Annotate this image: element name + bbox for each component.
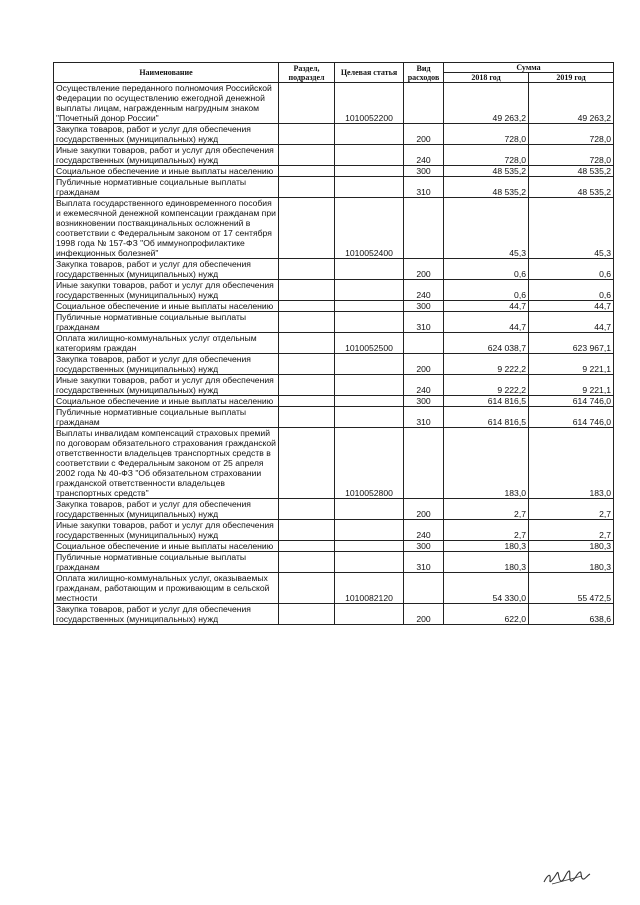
header-section: Раздел, подраздел	[279, 63, 335, 83]
table-row	[54, 145, 614, 166]
row-target-cell	[335, 552, 404, 573]
row-name-cell: Закупка товаров, работ и услуг для обеспечения государственных (муниципальных) нужд	[54, 604, 279, 625]
row-kind-cell: 240	[404, 520, 444, 541]
row-kind-cell: 200	[404, 259, 444, 280]
table-row	[54, 573, 614, 604]
row-name-cell: Оплата жилищно-коммунальных услуг отдельным категориям граждан	[54, 333, 279, 354]
table-row	[54, 280, 614, 301]
row-kind-cell: 300	[404, 541, 444, 552]
row-name-cell: Иные закупки товаров, работ и услуг для обеспечения государственных (муниципальных) нужд	[54, 145, 279, 166]
row-kind-cell: 200	[404, 499, 444, 520]
table-row	[54, 177, 614, 198]
row-sum-2019-cell: 9 221,1	[529, 375, 614, 396]
table-row	[54, 301, 614, 312]
row-sum-2019-cell: 2,7	[529, 499, 614, 520]
row-sum-2018-cell: 49 263,2	[444, 83, 529, 124]
row-section-cell	[279, 198, 335, 259]
row-sum-2018-cell: 48 535,2	[444, 166, 529, 177]
row-section-cell	[279, 259, 335, 280]
row-target-cell	[335, 280, 404, 301]
table-row	[54, 552, 614, 573]
row-target-cell: 1010052400	[335, 198, 404, 259]
row-section-cell	[279, 166, 335, 177]
row-name-cell: Социальное обеспечение и иные выплаты населению	[54, 541, 279, 552]
row-target-cell	[335, 407, 404, 428]
row-sum-2018-cell: 622,0	[444, 604, 529, 625]
row-sum-2018-cell: 0,6	[444, 259, 529, 280]
handwritten-signature	[542, 866, 592, 888]
row-sum-2019-cell: 614 746,0	[529, 407, 614, 428]
row-section-cell	[279, 354, 335, 375]
row-sum-2018-cell: 2,7	[444, 520, 529, 541]
row-sum-2018-cell: 180,3	[444, 552, 529, 573]
header-year-2019: 2019 год	[529, 73, 614, 83]
row-sum-2019-cell: 638,6	[529, 604, 614, 625]
row-sum-2019-cell: 48 535,2	[529, 177, 614, 198]
row-sum-2018-cell: 183,0	[444, 428, 529, 499]
row-name-cell: Социальное обеспечение и иные выплаты населению	[54, 301, 279, 312]
row-section-cell	[279, 280, 335, 301]
row-target-cell: 1010052200	[335, 83, 404, 124]
header-year-2018: 2018 год	[444, 73, 529, 83]
row-target-cell	[335, 301, 404, 312]
table-row	[54, 354, 614, 375]
row-kind-cell: 200	[404, 604, 444, 625]
row-sum-2019-cell: 728,0	[529, 124, 614, 145]
row-sum-2019-cell: 49 263,2	[529, 83, 614, 124]
row-target-cell	[335, 177, 404, 198]
table-row	[54, 166, 614, 177]
row-target-cell	[335, 145, 404, 166]
row-target-cell: 1010052500	[335, 333, 404, 354]
row-name-cell: Закупка товаров, работ и услуг для обеспечения государственных (муниципальных) нужд	[54, 499, 279, 520]
table-row	[54, 333, 614, 354]
row-name-cell: Иные закупки товаров, работ и услуг для обеспечения государственных (муниципальных) нужд	[54, 375, 279, 396]
header-name: Наименование	[54, 63, 279, 83]
row-kind-cell: 300	[404, 396, 444, 407]
row-sum-2019-cell: 2,7	[529, 520, 614, 541]
row-name-cell: Социальное обеспечение и иные выплаты населению	[54, 396, 279, 407]
row-section-cell	[279, 145, 335, 166]
row-section-cell	[279, 604, 335, 625]
row-section-cell	[279, 573, 335, 604]
row-name-cell: Иные закупки товаров, работ и услуг для обеспечения государственных (муниципальных) нужд	[54, 520, 279, 541]
row-kind-cell: 310	[404, 407, 444, 428]
row-kind-cell: 240	[404, 145, 444, 166]
table-body	[54, 83, 614, 625]
row-sum-2019-cell: 44,7	[529, 312, 614, 333]
row-section-cell	[279, 312, 335, 333]
row-section-cell	[279, 541, 335, 552]
row-sum-2019-cell: 45,3	[529, 198, 614, 259]
table-row	[54, 124, 614, 145]
row-sum-2019-cell: 9 221,1	[529, 354, 614, 375]
row-kind-cell: 200	[404, 124, 444, 145]
row-kind-cell: 310	[404, 312, 444, 333]
row-target-cell	[335, 312, 404, 333]
row-target-cell: 1010052800	[335, 428, 404, 499]
row-section-cell	[279, 499, 335, 520]
row-target-cell	[335, 499, 404, 520]
row-kind-cell	[404, 573, 444, 604]
table-row	[54, 396, 614, 407]
row-target-cell	[335, 354, 404, 375]
row-name-cell: Социальное обеспечение и иные выплаты населению	[54, 166, 279, 177]
table-row	[54, 198, 614, 259]
row-name-cell: Публичные нормативные социальные выплаты гражданам	[54, 312, 279, 333]
row-section-cell	[279, 552, 335, 573]
row-target-cell	[335, 166, 404, 177]
row-target-cell	[335, 259, 404, 280]
row-section-cell	[279, 177, 335, 198]
row-name-cell: Закупка товаров, работ и услуг для обеспечения государственных (муниципальных) нужд	[54, 259, 279, 280]
row-target-cell	[335, 541, 404, 552]
row-sum-2018-cell: 728,0	[444, 145, 529, 166]
header-sum: Сумма	[444, 63, 614, 73]
row-section-cell	[279, 407, 335, 428]
row-kind-cell	[404, 333, 444, 354]
row-sum-2018-cell: 48 535,2	[444, 177, 529, 198]
row-kind-cell: 310	[404, 552, 444, 573]
table-row	[54, 375, 614, 396]
row-kind-cell: 300	[404, 301, 444, 312]
row-sum-2018-cell: 614 816,5	[444, 407, 529, 428]
row-sum-2018-cell: 624 038,7	[444, 333, 529, 354]
row-kind-cell: 200	[404, 354, 444, 375]
row-sum-2019-cell: 44,7	[529, 301, 614, 312]
row-sum-2019-cell: 0,6	[529, 259, 614, 280]
row-sum-2018-cell: 0,6	[444, 280, 529, 301]
header-target: Целевая статья	[335, 63, 404, 83]
row-name-cell: Осуществление переданного полномочия Российской Федерации по осуществлению ежегодной денежной выплаты лицам, награжденным нагрудным знаком "Почетный донор России"	[54, 83, 279, 124]
row-kind-cell: 240	[404, 375, 444, 396]
row-section-cell	[279, 301, 335, 312]
row-name-cell: Закупка товаров, работ и услуг для обеспечения государственных (муниципальных) нужд	[54, 124, 279, 145]
header-kind: Вид расходов	[404, 63, 444, 83]
row-sum-2019-cell: 180,3	[529, 541, 614, 552]
row-sum-2018-cell: 54 330,0	[444, 573, 529, 604]
row-kind-cell: 240	[404, 280, 444, 301]
row-kind-cell	[404, 198, 444, 259]
row-target-cell	[335, 375, 404, 396]
row-sum-2018-cell: 728,0	[444, 124, 529, 145]
table-row	[54, 428, 614, 499]
row-sum-2019-cell: 48 535,2	[529, 166, 614, 177]
table-row	[54, 499, 614, 520]
row-section-cell	[279, 520, 335, 541]
row-name-cell: Публичные нормативные социальные выплаты гражданам	[54, 177, 279, 198]
row-section-cell	[279, 396, 335, 407]
table-header	[54, 63, 614, 83]
row-kind-cell	[404, 428, 444, 499]
table-row	[54, 407, 614, 428]
table-row	[54, 83, 614, 124]
row-name-cell: Закупка товаров, работ и услуг для обеспечения государственных (муниципальных) нужд	[54, 354, 279, 375]
row-sum-2018-cell: 2,7	[444, 499, 529, 520]
table-row	[54, 259, 614, 280]
row-target-cell	[335, 396, 404, 407]
row-sum-2018-cell: 614 816,5	[444, 396, 529, 407]
row-name-cell: Публичные нормативные социальные выплаты гражданам	[54, 407, 279, 428]
row-sum-2018-cell: 44,7	[444, 312, 529, 333]
row-kind-cell: 300	[404, 166, 444, 177]
table-row	[54, 520, 614, 541]
row-section-cell	[279, 83, 335, 124]
row-section-cell	[279, 375, 335, 396]
budget-table	[53, 62, 614, 625]
row-sum-2019-cell: 614 746,0	[529, 396, 614, 407]
row-sum-2018-cell: 9 222,2	[444, 375, 529, 396]
row-sum-2018-cell: 44,7	[444, 301, 529, 312]
row-section-cell	[279, 333, 335, 354]
row-sum-2019-cell: 0,6	[529, 280, 614, 301]
row-kind-cell: 310	[404, 177, 444, 198]
row-sum-2018-cell: 180,3	[444, 541, 529, 552]
table-row	[54, 312, 614, 333]
row-name-cell: Выплата государственного единовременного пособия и ежемесячной денежной компенсации гражданам при возникновении поствакцинальных осложнений в соответствии с Федеральным законом от 17 сентября 1998 года № 157-ФЗ "Об иммунопрофилактике инфекционных болезней"	[54, 198, 279, 259]
row-sum-2019-cell: 623 967,1	[529, 333, 614, 354]
row-name-cell: Оплата жилищно-коммунальных услуг, оказываемых гражданам, работающим и проживающим в сельской местности	[54, 573, 279, 604]
row-target-cell: 1010082120	[335, 573, 404, 604]
row-section-cell	[279, 124, 335, 145]
row-section-cell	[279, 428, 335, 499]
table-row	[54, 541, 614, 552]
row-target-cell	[335, 520, 404, 541]
row-sum-2019-cell: 728,0	[529, 145, 614, 166]
row-sum-2019-cell: 180,3	[529, 552, 614, 573]
row-name-cell: Публичные нормативные социальные выплаты гражданам	[54, 552, 279, 573]
row-sum-2019-cell: 183,0	[529, 428, 614, 499]
row-sum-2018-cell: 45,3	[444, 198, 529, 259]
row-kind-cell	[404, 83, 444, 124]
row-sum-2019-cell: 55 472,5	[529, 573, 614, 604]
row-name-cell: Иные закупки товаров, работ и услуг для обеспечения государственных (муниципальных) нужд	[54, 280, 279, 301]
row-name-cell: Выплаты инвалидам компенсаций страховых премий по договорам обязательного страхования гражданской ответственности владельцев транспортных средств в соответствии с Федеральным законом от 25 апреля 2002 года № 40-ФЗ "Об обязательном страховании гражданской ответственности владельцев транспортных средств"	[54, 428, 279, 499]
row-sum-2018-cell: 9 222,2	[444, 354, 529, 375]
table-row	[54, 604, 614, 625]
row-target-cell	[335, 124, 404, 145]
row-target-cell	[335, 604, 404, 625]
